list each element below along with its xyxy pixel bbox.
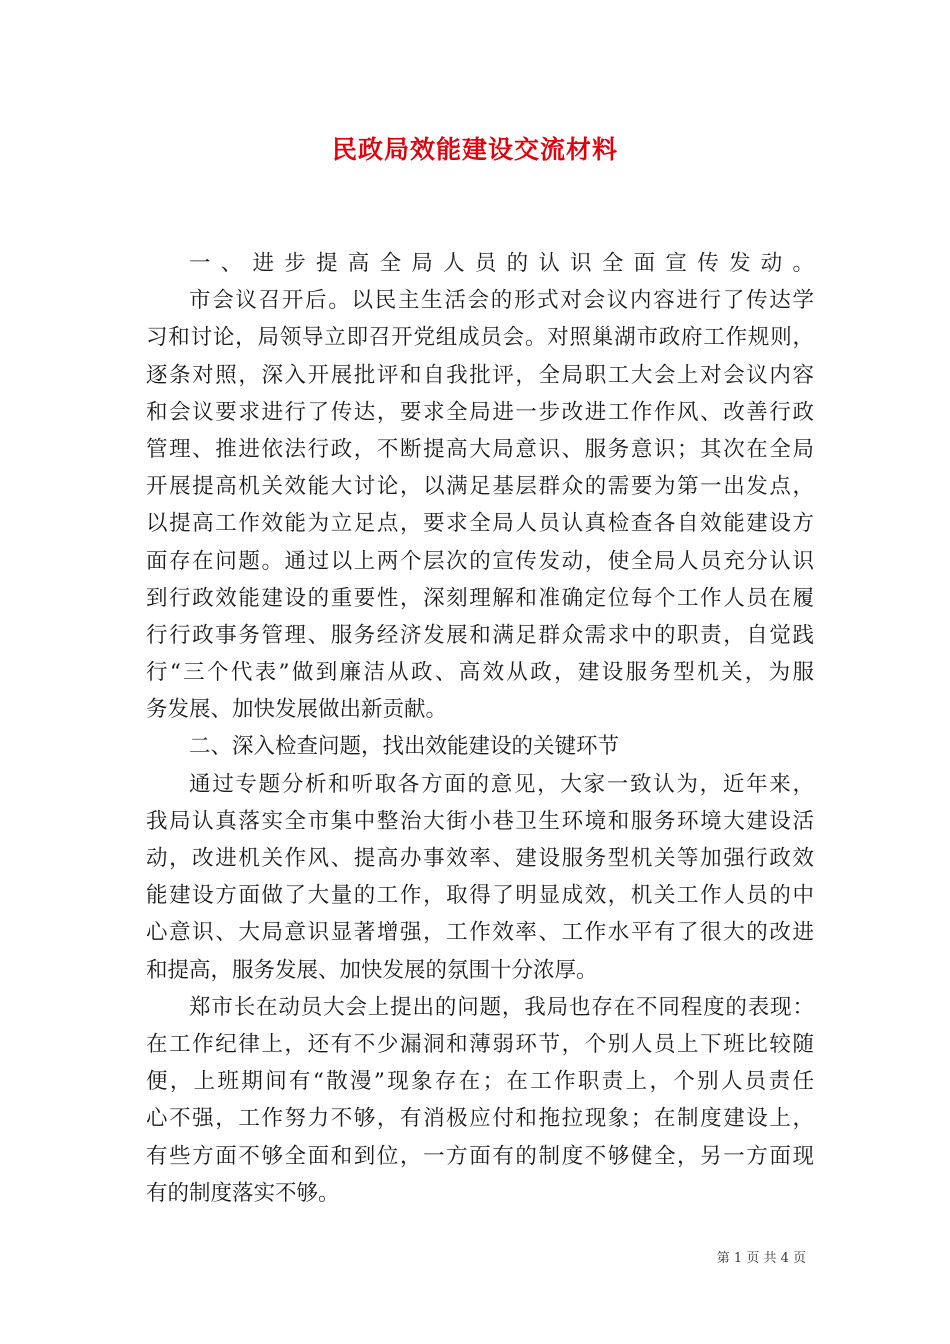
paragraph-line: 有些方面不够全面和到位，一方面有的制度不够健全，另一方面现: [146, 1143, 814, 1169]
paragraph-line: 到行政效能建设的重要性，深刻理解和准确定位每个工作人员在履: [146, 585, 814, 611]
paragraph-line: 心意识、大局意识显著增强，工作效率、工作水平有了很大的改进: [146, 920, 814, 946]
heading-section-2: 二、深入检查问题，找出效能建设的关键环节: [189, 734, 620, 760]
heading-section-1: 一、进步提高全局人员的认识全面宣传发动。: [189, 251, 814, 276]
paragraph-line: 以提高工作效能为立足点，要求全局人员认真检查各自效能建设方: [146, 511, 814, 537]
paragraph-line: 我局认真落实全市集中整治大街小巷卫生环境和服务环境大建设活: [146, 808, 814, 834]
paragraph-line: 有的制度落实不够。: [146, 1180, 340, 1206]
paragraph-line: 市会议召开后。以民主生活会的形式对会议内容进行了传达学: [189, 288, 814, 314]
paragraph-line: 郑市长在动员大会上提出的问题，我局也存在不同程度的表现：: [189, 994, 814, 1020]
paragraph-line: 面存在问题。通过以上两个层次的宣传发动，使全局人员充分认识: [146, 548, 814, 574]
paragraph-line: 和会议要求进行了传达，要求全局进一步改进工作作风、改善行政: [146, 399, 814, 425]
document-title: 民政局效能建设交流材料: [331, 135, 618, 164]
paragraph-line: 心不强，工作努力不够，有消极应付和拖拉现象；在制度建设上，: [146, 1106, 814, 1132]
paragraph-line: 动，改进机关作风、提高办事效率、建设服务型机关等加强行政效: [146, 846, 814, 871]
document-body: [146, 245, 814, 1212]
paragraph-line: 在工作纪律上，还有不少漏洞和薄弱环节，个别人员上下班比较随: [146, 1031, 814, 1057]
paragraph-line: 行行政事务管理、服务经济发展和满足群众需求中的职责，自觉践: [146, 622, 814, 648]
paragraph-line: 便，上班期间有“散漫”现象存在；在工作职责上，个别人员责任: [146, 1069, 814, 1095]
paragraph-line: 和提高，服务发展、加快发展的氛围十分浓厚。: [146, 957, 598, 983]
paragraph-line: 行“三个代表”做到廉洁从政、高效从政，建设服务型机关，为服: [146, 660, 814, 686]
paragraph-line: 能建设方面做了大量的工作，取得了明显成效，机关工作人员的中: [146, 883, 814, 909]
paragraph-line: 务发展、加快发展做出新贡献。: [146, 697, 448, 723]
paragraph-line: 逐条对照，深入开展批评和自我批评，全局职工大会上对会议内容: [146, 362, 814, 388]
paragraph-line: 习和讨论，局领导立即召开党组成员会。对照巢湖市政府工作规则，: [146, 325, 814, 351]
paragraph-line: 开展提高机关效能大讨论，以满足基层群众的需要为第一出发点，: [146, 474, 814, 500]
paragraph-line: 管理、推进依法行政，不断提高大局意识、服务意识；其次在全局: [146, 436, 814, 462]
paragraph-line: 通过专题分析和听取各方面的意见，大家一致认为，近年来，: [189, 771, 814, 797]
page-number: 第 1 页 共 4 页: [716, 1251, 806, 1266]
